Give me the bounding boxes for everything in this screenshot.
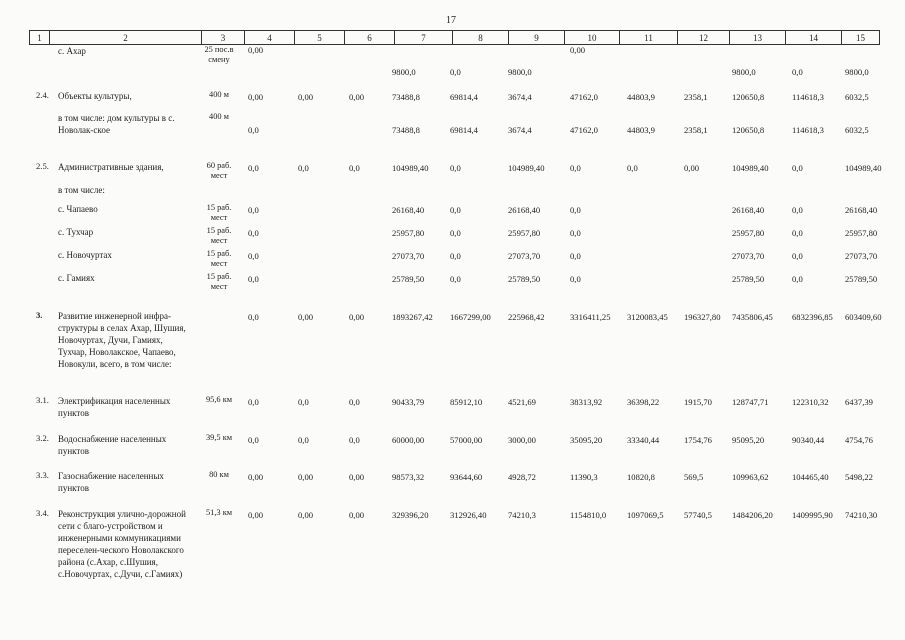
column-header: 11 [620, 31, 678, 45]
row-name: в том числе: дом культуры в с. Новолак-ское [58, 113, 175, 135]
table-cell-c6: 0,00 [349, 510, 365, 520]
row-number: 2.4. [36, 90, 49, 100]
table-cell-c4: 0,0 [248, 435, 259, 445]
table-cell-c14: 114618,3 [792, 125, 824, 135]
column-header: 5 [295, 31, 345, 45]
table-cell-c11: 44803,9 [627, 92, 655, 102]
table-cell-c4: 0,0 [248, 163, 259, 173]
table-cell-c15: 6032,5 [845, 92, 869, 102]
table-cell-c13: 128747,71 [732, 397, 769, 407]
table-cell-c9: 4521,69 [508, 397, 536, 407]
table-cell-c14: 114618,3 [792, 92, 824, 102]
table-cell-c7: 9800,0 [392, 67, 416, 77]
table-cell-c9: 9800,0 [508, 67, 532, 77]
table-cell-c15: 5498,22 [845, 472, 873, 482]
column-header: 13 [730, 31, 786, 45]
row-number: 3.2. [36, 433, 49, 443]
table-cell-c5: 0,00 [298, 312, 314, 322]
row-unit: 15 раб. мест [206, 249, 232, 268]
table-cell-c5: 0,00 [298, 92, 314, 102]
table-cell-c7: 73488,8 [392, 125, 420, 135]
table-cell-c13: 25957,80 [732, 228, 765, 238]
table-cell-c15: 104989,40 [845, 163, 882, 173]
table-cell-c7: 90433,79 [392, 397, 425, 407]
table-cell-c15: 25957,80 [845, 228, 878, 238]
table-cell-c8: 0,0 [450, 67, 461, 77]
column-header: 12 [678, 31, 730, 45]
row-unit: 15 раб. мест [206, 203, 232, 222]
table-cell-c13: 26168,40 [732, 205, 765, 215]
table-cell-c13: 95095,20 [732, 435, 765, 445]
table-cell-c11: 10820,8 [627, 472, 655, 482]
row-name: Развитие инженерной инфра-структуры в селах Ахар, Шушия, Новочуртах, Дучи, Гамиях, Тухчар, Новолакское, Чапаево, Новокули, всего, в том числе: [58, 311, 186, 369]
table-cell-c12: 196327,80 [684, 312, 721, 322]
table-cell-c14: 0,0 [792, 274, 803, 284]
table-cell-c12: 57740,5 [684, 510, 712, 520]
table-cell-c6: 0,0 [349, 163, 360, 173]
table-cell-c7: 104989,40 [392, 163, 429, 173]
row-name: Реконструкция улично-дорожной сети с благо-устройством и инженерными коммуникациями переселен-ческого Новолакского района (с.Ахар, с.Шушия, с.Новочуртах, с.Дучи, с.Гамиях) [58, 509, 186, 579]
row-unit: 95,6 км [205, 395, 233, 404]
table-cell-c7: 329396,20 [392, 510, 429, 520]
table-cell-c6: 0,0 [349, 435, 360, 445]
column-header: 9 [509, 31, 565, 45]
row-unit: 400 м [209, 90, 229, 99]
row-name: в том числе: [58, 185, 105, 195]
table-cell-c13: 109963,62 [732, 472, 769, 482]
table-cell-c14: 90340,44 [792, 435, 825, 445]
table-cell-c9: 74210,3 [508, 510, 536, 520]
table-cell-c4: 0,0 [248, 274, 259, 284]
table-cell-c10: 0,0 [570, 228, 581, 238]
row-unit: 15 раб. мест [206, 272, 232, 291]
table-cell-c7: 1893267,42 [392, 312, 433, 322]
table-cell-c11: 0,0 [627, 163, 638, 173]
table-cell-c10: 3316411,25 [570, 312, 611, 322]
table-cell-c4: 0,0 [248, 251, 259, 261]
table-cell-c8: 69814,4 [450, 92, 478, 102]
table-cell-c9: 3674,4 [508, 125, 532, 135]
table-cell-c4: 0,0 [248, 312, 259, 322]
column-header: 8 [453, 31, 509, 45]
table-cell-c10: 0,0 [570, 163, 581, 173]
table-cell-c11: 3120083,45 [627, 312, 668, 322]
table-cell-c14: 104465,40 [792, 472, 829, 482]
table-cell-c13: 120650,8 [732, 125, 765, 135]
table-cell-c8: 0,0 [450, 251, 461, 261]
row-unit: 15 раб. мест [206, 226, 232, 245]
row-name: с. Гамиях [58, 273, 95, 283]
table-cell-c7: 60000,00 [392, 435, 425, 445]
row-name: Электрификация населенных пунктов [58, 396, 171, 418]
row-name: с. Чапаево [58, 204, 98, 214]
table-cell-c7: 26168,40 [392, 205, 425, 215]
table-cell-c9: 25957,80 [508, 228, 541, 238]
table-cell-c5: 0,00 [298, 510, 314, 520]
table-cell-c6: 0,00 [349, 92, 365, 102]
table-cell-c4: 0,00 [248, 472, 264, 482]
table-cell-c4: 0,00 [248, 45, 264, 55]
table-cell-c8: 69814,4 [450, 125, 478, 135]
column-header: 2 [50, 31, 202, 45]
row-name: Объекты культуры, [58, 91, 132, 101]
table-cell-c11: 33340,44 [627, 435, 660, 445]
table-cell-c14: 1409995,90 [792, 510, 833, 520]
row-name: Газоснабжение населенных пунктов [58, 471, 164, 493]
table-cell-c10: 38313,92 [570, 397, 603, 407]
table-cell-c9: 225968,42 [508, 312, 545, 322]
table-cell-c4: 0,0 [248, 228, 259, 238]
table-cell-c5: 0,00 [298, 472, 314, 482]
table-cell-c4: 0,0 [248, 205, 259, 215]
table-cell-c10: 0,0 [570, 251, 581, 261]
table-cell-c12: 569,5 [684, 472, 704, 482]
table-cell-c15: 4754,76 [845, 435, 873, 445]
table-cell-c14: 0,0 [792, 205, 803, 215]
table-cell-c14: 0,0 [792, 67, 803, 77]
table-cell-c7: 25789,50 [392, 274, 425, 284]
table-cell-c15: 25789,50 [845, 274, 878, 284]
table-cell-c12: 0,00 [684, 163, 700, 173]
column-header: 15 [842, 31, 880, 45]
table-cell-c9: 27073,70 [508, 251, 541, 261]
table-cell-c15: 603409,60 [845, 312, 882, 322]
table-cell-c10: 47162,0 [570, 92, 598, 102]
column-header: 10 [565, 31, 620, 45]
table-cell-c8: 0,0 [450, 228, 461, 238]
column-header: 7 [395, 31, 453, 45]
table-cell-c4: 0,0 [248, 397, 259, 407]
table-cell-c4: 0,0 [248, 125, 259, 135]
page-number: 17 [446, 15, 456, 26]
table-cell-c11: 36398,22 [627, 397, 660, 407]
row-name: Водоснабжение населенных пунктов [58, 434, 167, 456]
table-cell-c8: 0,0 [450, 205, 461, 215]
table-cell-c14: 0,0 [792, 228, 803, 238]
table-cell-c10: 47162,0 [570, 125, 598, 135]
table-cell-c8: 1667299,00 [450, 312, 491, 322]
table-cell-c9: 104989,40 [508, 163, 545, 173]
table-cell-c10: 0,0 [570, 274, 581, 284]
table-cell-c13: 1484206,20 [732, 510, 773, 520]
table-cell-c10: 11390,3 [570, 472, 598, 482]
row-name: с. Тухчар [58, 227, 94, 237]
table-cell-c10: 0,00 [570, 45, 586, 55]
table-cell-c14: 0,0 [792, 163, 803, 173]
table-cell-c14: 0,0 [792, 251, 803, 261]
table-cell-c15: 6437,39 [845, 397, 873, 407]
table-cell-c5: 0,0 [298, 163, 309, 173]
table-cell-c8: 0,0 [450, 163, 461, 173]
table-cell-c15: 6032,5 [845, 125, 869, 135]
table-cell-c9: 3000,00 [508, 435, 536, 445]
table-cell-c15: 9800,0 [845, 67, 869, 77]
table-cell-c13: 120650,8 [732, 92, 765, 102]
table-cell-c7: 27073,70 [392, 251, 425, 261]
table-cell-c12: 2358,1 [684, 125, 708, 135]
table-cell-c7: 25957,80 [392, 228, 425, 238]
column-header: 1 [30, 31, 50, 45]
row-unit: 60 раб. мест [206, 161, 232, 180]
table-cell-c4: 0,00 [248, 92, 264, 102]
table-cell-c8: 85912,10 [450, 397, 483, 407]
table-cell-c6: 0,00 [349, 312, 365, 322]
table-cell-c6: 0,0 [349, 397, 360, 407]
row-number: 3.3. [36, 470, 49, 480]
row-name: с. Новочуртах [58, 250, 112, 260]
row-unit: 39,5 км [205, 433, 233, 442]
table-cell-c9: 26168,40 [508, 205, 541, 215]
table-cell-c10: 1154810,0 [570, 510, 607, 520]
column-header: 3 [202, 31, 245, 45]
row-name: с. Ахар [58, 46, 86, 56]
table-cell-c5: 0,0 [298, 397, 309, 407]
table-cell-c13: 27073,70 [732, 251, 765, 261]
row-number: 2.5. [36, 161, 49, 171]
table-cell-c11: 1097069,5 [627, 510, 664, 520]
table-cell-c13: 25789,50 [732, 274, 765, 284]
row-number: 3. [36, 310, 43, 320]
table-cell-c4: 0,00 [248, 510, 264, 520]
table-cell-c5: 0,0 [298, 435, 309, 445]
table-cell-c9: 25789,50 [508, 274, 541, 284]
table-cell-c15: 74210,30 [845, 510, 878, 520]
table-cell-c7: 73488,8 [392, 92, 420, 102]
table-cell-c6: 0,00 [349, 472, 365, 482]
table-cell-c14: 6832396,85 [792, 312, 833, 322]
table-cell-c12: 1754,76 [684, 435, 712, 445]
table-cell-c12: 2358,1 [684, 92, 708, 102]
table-cell-c13: 104989,40 [732, 163, 769, 173]
table-cell-c10: 0,0 [570, 205, 581, 215]
table-cell-c12: 1915,70 [684, 397, 712, 407]
column-header: 14 [786, 31, 842, 45]
table-cell-c8: 0,0 [450, 274, 461, 284]
table-cell-c11: 44803,9 [627, 125, 655, 135]
row-unit: 400 м [209, 112, 229, 121]
table-cell-c14: 122310,32 [792, 397, 829, 407]
table-cell-c8: 93644,60 [450, 472, 483, 482]
row-unit: 51,3 км [205, 508, 233, 517]
table-cell-c13: 7435806,45 [732, 312, 773, 322]
row-unit: 80 км [209, 470, 229, 479]
table-cell-c10: 35095,20 [570, 435, 603, 445]
row-name: Административные здания, [58, 162, 164, 172]
column-header: 4 [245, 31, 295, 45]
table-cell-c9: 4928,72 [508, 472, 536, 482]
table-cell-c8: 57000,00 [450, 435, 483, 445]
row-number: 3.1. [36, 395, 49, 405]
table-cell-c15: 26168,40 [845, 205, 878, 215]
table-cell-c9: 3674,4 [508, 92, 532, 102]
row-unit: 25 пос.в смену [204, 45, 234, 64]
row-number: 3.4. [36, 508, 49, 518]
table-cell-c13: 9800,0 [732, 67, 756, 77]
table-cell-c8: 312926,40 [450, 510, 487, 520]
table-cell-c15: 27073,70 [845, 251, 878, 261]
table-cell-c7: 98573,32 [392, 472, 425, 482]
column-header: 6 [345, 31, 395, 45]
